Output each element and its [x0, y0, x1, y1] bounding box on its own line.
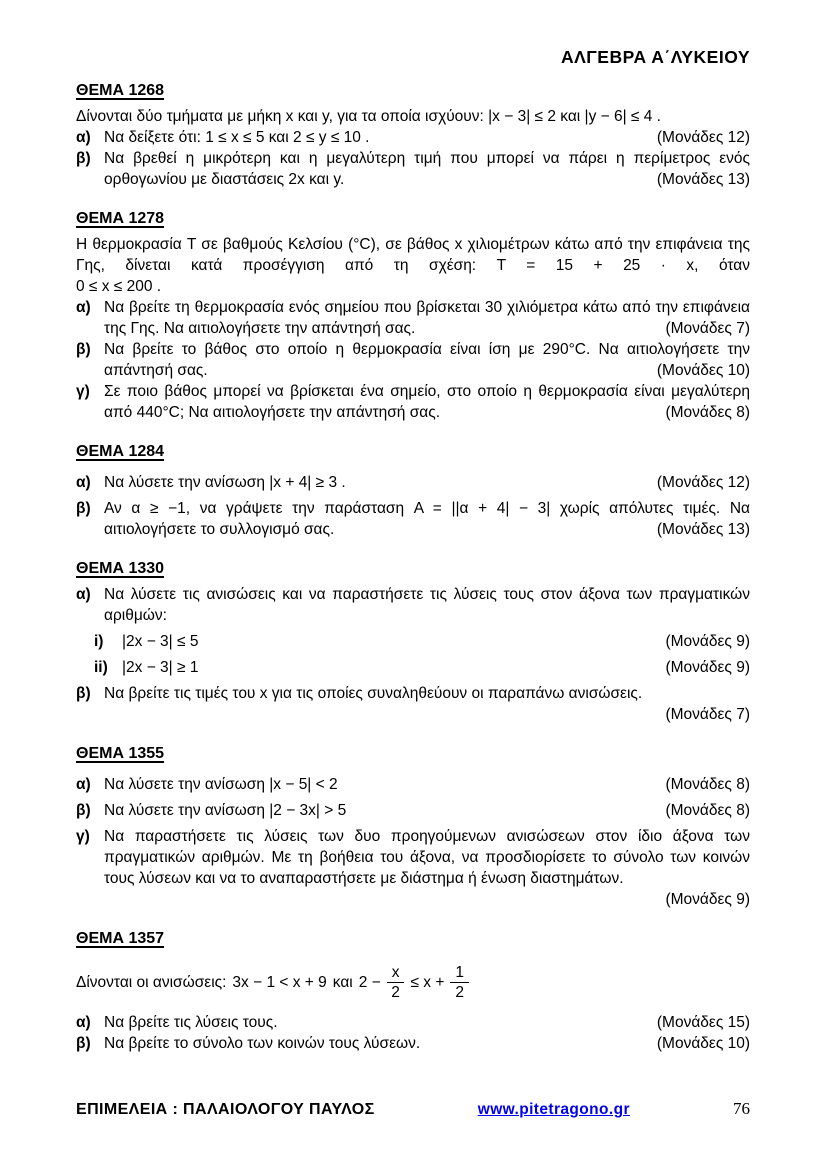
- problem-1357-intro: [76, 958, 750, 1006]
- problem-1278-intro: Η θερμοκρασία T σε βαθμούς Κελσίου (°C), σε βάθος x χιλιομέτρων κάτω από την επιφάνεια της Γης, δίνεται κατά προσέγγιση από τη σχέση: T = 15 + 25 · x, όταν: [76, 236, 750, 274]
- problem-1284-part-b: [76, 498, 750, 540]
- problem-1278-heading: ΘΕΜΑ 1278: [76, 210, 165, 227]
- part-text: Να βρεθεί η μικρότερη και η μεγαλύτερη τιμή που μπορεί να πάρει η περίμετρος ενός ορθογωνίου με διαστάσεις 2x και y.: [104, 150, 750, 188]
- part-body: [104, 774, 750, 795]
- problem-1284-part-a: [76, 472, 750, 493]
- subpart-math: |2x − 3| ≥ 1: [122, 659, 199, 676]
- part-body: [104, 498, 750, 540]
- part-label: α): [76, 586, 91, 603]
- problem-1278-part-b: [76, 339, 750, 381]
- problem-1357-part-b: [76, 1033, 750, 1054]
- fraction-numerator: x: [387, 964, 405, 983]
- subpart-label: i): [94, 633, 104, 650]
- part-text: Αν α ≥ −1, να γράψετε την παράσταση A = ||α + 4| − 3| χωρίς απόλυτες τιμές. Να αιτιολογήσετε το συλλογισμό σας.: [104, 500, 750, 538]
- part-points: (Μονάδες 13): [656, 171, 750, 188]
- part-label: β): [76, 500, 91, 517]
- part-text: Να βρείτε τις λύσεις τους.: [104, 1014, 278, 1031]
- inequality-2-mid: ≤ x +: [410, 973, 445, 991]
- part-points: (Μονάδες 9): [665, 891, 750, 908]
- problem-1357: [76, 928, 750, 1054]
- part-body: [122, 657, 750, 678]
- part-label: β): [76, 341, 91, 358]
- problem-1330-part-b: [76, 683, 750, 725]
- part-text: Να βρείτε τη θερμοκρασία ενός σημείου που βρίσκεται 30 χιλιόμετρα κάτω από την επιφάνεια της Γης. Να αιτιολογήσετε την απάντησή σας.: [104, 299, 750, 337]
- problem-1330: [76, 558, 750, 725]
- problem-1268-heading: ΘΕΜΑ 1268: [76, 82, 165, 99]
- part-body: [104, 826, 750, 910]
- part-points: (Μονάδες 7): [665, 706, 750, 723]
- part-label: α): [76, 776, 91, 793]
- part-text: Να λύσετε την ανίσωση |x + 4| ≥ 3 .: [104, 474, 346, 491]
- part-points: (Μονάδες 8): [665, 776, 750, 793]
- part-text: Να λύσετε την ανίσωση |2 − 3x| > 5: [104, 802, 347, 819]
- part-text: Να βρείτε το σύνολο των κοινών τους λύσεων.: [104, 1035, 421, 1052]
- fraction-denominator: 2: [455, 983, 465, 1001]
- part-label: β): [76, 802, 91, 819]
- problem-1330-part-a: [76, 584, 750, 626]
- part-points: (Μονάδες 8): [665, 802, 750, 819]
- part-label: α): [76, 299, 91, 316]
- part-label: γ): [76, 828, 90, 845]
- intro-lead: Δίνονται οι ανισώσεις:: [76, 973, 227, 991]
- part-text: Να δείξετε ότι: 1 ≤ x ≤ 5 και 2 ≤ y ≤ 10 .: [104, 129, 370, 146]
- part-body: [104, 381, 750, 423]
- inequality-2-prefix: 2 −: [358, 973, 381, 991]
- problem-1330-subpart-ii: [76, 657, 750, 678]
- part-body: [104, 1012, 750, 1033]
- part-points: (Μονάδες 7): [665, 320, 750, 337]
- part-points: (Μονάδες 10): [656, 362, 750, 379]
- part-label: β): [76, 1035, 91, 1052]
- part-body: [104, 584, 750, 626]
- part-body: [122, 631, 750, 652]
- inequality-1: 3x − 1 < x + 9: [232, 973, 327, 991]
- part-body: [104, 800, 750, 821]
- problem-1355: [76, 743, 750, 910]
- problem-1278-part-a: [76, 297, 750, 339]
- problem-1284-heading: ΘΕΜΑ 1284: [76, 443, 165, 460]
- part-points: (Μονάδες 12): [656, 129, 750, 146]
- fraction-denominator: 2: [391, 983, 400, 1001]
- part-text: Σε ποιο βάθος μπορεί να βρίσκεται ένα σημείο, στο οποίο η θερμοκρασία είναι μεγαλύτερη από 440°C; Να αιτιολογήσετε την απάντησή σας.: [104, 383, 750, 421]
- problem-1278-intro-tail: 0 ≤ x ≤ 200 .: [76, 278, 162, 295]
- fraction-numerator: 1: [450, 964, 469, 983]
- part-text: Να βρείτε το βάθος στο οποίο η θερμοκρασία είναι ίση με 290°C. Να αιτιολογήσετε την απάντησή σας.: [104, 341, 750, 379]
- part-label: α): [76, 129, 91, 146]
- part-body: [104, 683, 750, 725]
- fraction-1-over-2: [450, 964, 469, 1001]
- part-label: β): [76, 150, 91, 167]
- part-points: (Μονάδες 12): [656, 474, 750, 491]
- problem-1278-part-g: [76, 381, 750, 423]
- credits-text: ΕΠΙΜΕΛΕΙΑ : ΠΑΛΑΙΟΛΟΓΟΥ ΠΑΥΛΟΣ: [76, 1101, 375, 1118]
- part-text: Να λύσετε τις ανισώσεις και να παραστήσετε τις λύσεις τους στον άξονα των πραγματικών αριθμών:: [104, 586, 750, 624]
- problem-1357-heading: ΘΕΜΑ 1357: [76, 930, 165, 947]
- part-body: [104, 1033, 750, 1054]
- part-points: (Μονάδες 13): [656, 521, 750, 538]
- problem-1357-part-a: [76, 1012, 750, 1033]
- website-link[interactable]: www.pitetragono.gr: [477, 1101, 630, 1118]
- page-number: 76: [733, 1099, 750, 1118]
- part-points: (Μονάδες 15): [656, 1014, 750, 1031]
- part-body: [104, 297, 750, 339]
- fraction-x-over-2: [387, 964, 405, 1001]
- problem-1330-subpart-i: [76, 631, 750, 652]
- part-body: [104, 148, 750, 190]
- problem-1268: [76, 80, 750, 190]
- problem-1355-part-b: [76, 800, 750, 821]
- part-text: Να λύσετε την ανίσωση |x − 5| < 2: [104, 776, 338, 793]
- conjunction: και: [332, 973, 353, 991]
- problem-1330-heading: ΘΕΜΑ 1330: [76, 560, 165, 577]
- part-points: (Μονάδες 8): [665, 404, 750, 421]
- part-label: β): [76, 685, 91, 702]
- part-label: γ): [76, 383, 90, 400]
- problem-1278: [76, 208, 750, 423]
- problem-1268-part-b: [76, 148, 750, 190]
- subpart-label: ii): [94, 659, 108, 676]
- problem-1355-heading: ΘΕΜΑ 1355: [76, 745, 165, 762]
- part-text: Να παραστήσετε τις λύσεις των δυο προηγούμενων ανισώσεων στον ίδιο άξονα των πραγματικών αριθμών. Με τη βοήθεια του άξονα, να προσδιορίσετε το σύνολο των κοινών τους λύσεων και να το αναπαραστήσετε με διάστημα ή ένωση διαστημάτων.: [104, 828, 750, 887]
- part-label: α): [76, 474, 91, 491]
- problem-1268-intro: Δίνονται δύο τμήματα με μήκη x και y, για τα οποία ισχύουν: |x − 3| ≤ 2 και |y − 6| ≤ 4 .: [76, 108, 661, 125]
- part-points: (Μονάδες 9): [665, 659, 750, 676]
- part-body: [104, 339, 750, 381]
- page-footer: [76, 1098, 750, 1120]
- part-text: Να βρείτε τις τιμές του x για τις οποίες συναληθεύουν οι παραπάνω ανισώσεις.: [104, 685, 643, 702]
- part-points: (Μονάδες 10): [656, 1035, 750, 1052]
- problem-1355-part-g: [76, 826, 750, 910]
- subpart-math: |2x − 3| ≤ 5: [122, 633, 199, 650]
- part-points: (Μονάδες 9): [665, 633, 750, 650]
- problem-1268-part-a: [76, 127, 750, 148]
- part-body: [104, 127, 750, 148]
- problem-1284: [76, 441, 750, 540]
- problem-1355-part-a: [76, 774, 750, 795]
- part-label: α): [76, 1014, 91, 1031]
- part-body: [104, 472, 750, 493]
- document-title: ΑΛΓΕΒΡΑ Α΄ΛΥΚΕΙΟΥ: [560, 47, 750, 67]
